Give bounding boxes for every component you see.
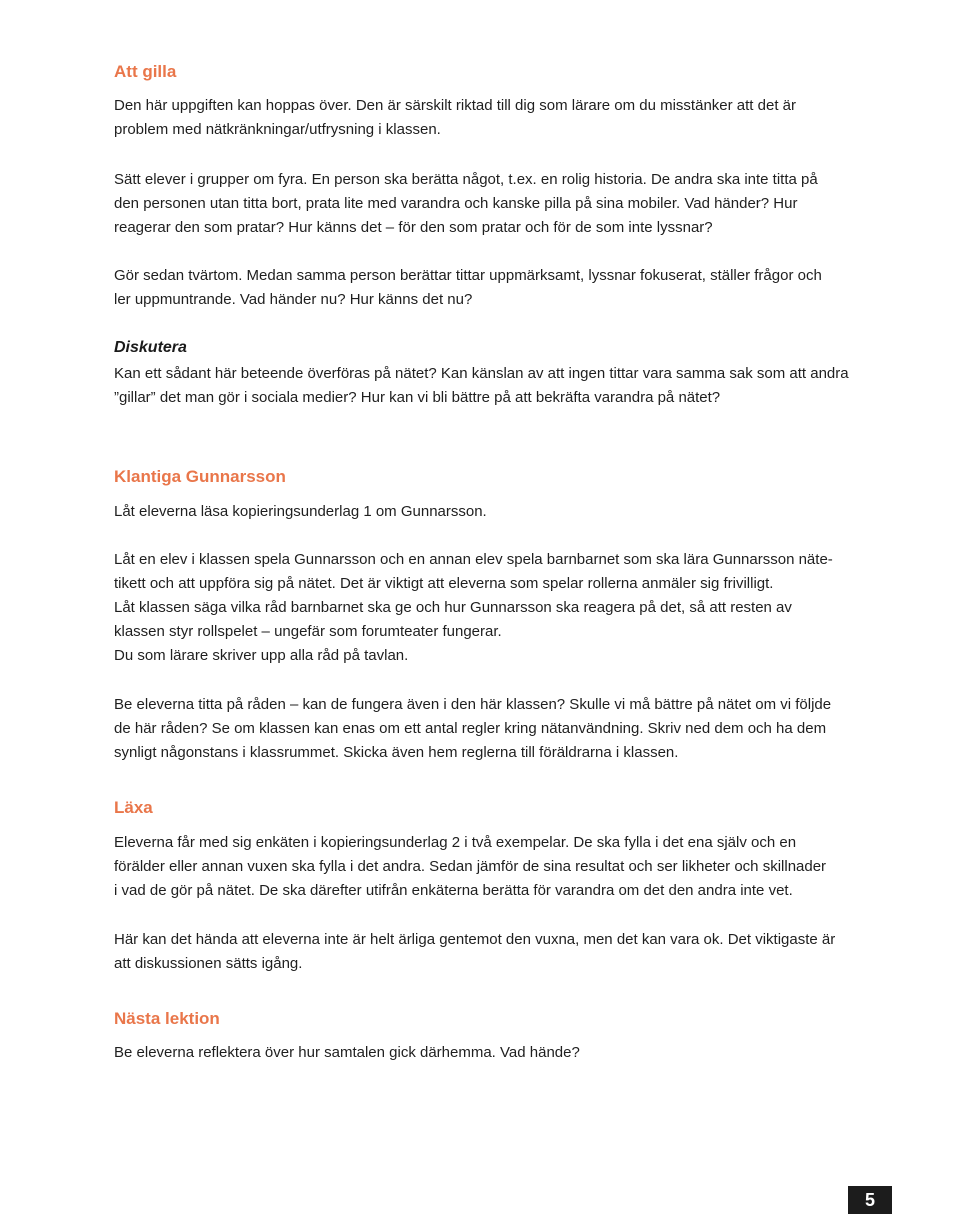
- text-line: klassen styr rollspelet – ungefär som forumteater fungerar.: [114, 623, 502, 640]
- text-line: Eleverna får med sig enkäten i kopieringsunderlag 2 i två exempelar. De ska fylla i det ena själv och en: [114, 834, 797, 851]
- text-line: Be eleverna reflektera över hur samtalen gick därhemma. Vad hände?: [114, 1044, 580, 1061]
- text-line: den personen utan titta bort, prata lite med varandra och kanske pilla på sina mobiler. Vad händer? Hur: [114, 195, 798, 212]
- text-line: Du som lärare skriver upp alla råd på tavlan.: [114, 647, 409, 664]
- text-line: Den här uppgiften kan hoppas över. Den är särskilt riktad till dig som lärare om du misstänker att det är: [114, 97, 796, 114]
- text-line: i vad de gör på nätet. De ska därefter utifrån enkäterna berätta för varandra om det den andra inte vet.: [114, 882, 793, 899]
- text-line: Be eleverna titta på råden – kan de fungera även i den här klassen? Skulle vi må bättre på nätet om vi följde: [114, 696, 832, 713]
- section-heading-att-gilla: Att gilla: [114, 62, 177, 81]
- text-line: Gör sedan tvärtom. Medan samma person berättar tittar uppmärksamt, lyssnar fokuserat, ställer frågor och: [114, 267, 822, 284]
- text-line: ler uppmuntrande. Vad händer nu? Hur känns det nu?: [114, 291, 473, 308]
- text-line: förälder eller annan vuxen ska fylla i det andra. Sedan jämför de sina resultat och ser likheter och skillnader: [114, 858, 827, 875]
- subheading-diskutera: Diskutera: [114, 339, 187, 356]
- text-line: de här råden? Se om klassen kan enas om ett antal regler kring nätanvändning. Skriv ned dem och ha dem: [114, 720, 827, 737]
- text-line: reagerar den som pratar? Hur känns det – för den som pratar och för de som inte lyssnar?: [114, 219, 713, 236]
- text-line: Här kan det hända att eleverna inte är helt ärliga gentemot den vuxna, men det kan vara ok. Det viktigaste är: [114, 931, 836, 948]
- text-line: ”gillar” det man gör i sociala medier? Hur kan vi bli bättre på att bekräfta varandra på nätet?: [114, 389, 721, 406]
- text-line: att diskussionen sätts igång.: [114, 955, 303, 972]
- section-heading-klantiga-gunnarsson: Klantiga Gunnarsson: [114, 467, 286, 486]
- text-line: synligt någonstans i klassrummet. Skicka även hem reglerna till föräldrarna i klassen.: [114, 744, 679, 761]
- text-line: tikett och att uppföra sig på nätet. Det är viktigt att eleverna som spelar rollerna anmäler sig frivilligt.: [114, 575, 774, 592]
- text-line: Låt en elev i klassen spela Gunnarsson och en annan elev spela barnbarnet som ska lära Gunnarsson näte-: [114, 551, 833, 568]
- section-heading-laxa: Läxa: [114, 798, 153, 817]
- text-line: Låt eleverna läsa kopieringsunderlag 1 om Gunnarsson.: [114, 503, 487, 520]
- page-number-badge: 5: [848, 1186, 892, 1214]
- text-line: Låt klassen säga vilka råd barnbarnet ska ge och hur Gunnarsson ska reagera på det, så att resten av: [114, 599, 792, 616]
- text-line: problem med nätkränkningar/utfrysning i klassen.: [114, 121, 441, 138]
- text-line: Sätt elever i grupper om fyra. En person ska berätta något, t.ex. en rolig historia. De andra ska inte titta på: [114, 171, 818, 188]
- section-heading-nasta-lektion: Nästa lektion: [114, 1009, 220, 1028]
- text-line: Kan ett sådant här beteende överföras på nätet? Kan känslan av att ingen tittar vara samma sak som att andra: [114, 365, 849, 382]
